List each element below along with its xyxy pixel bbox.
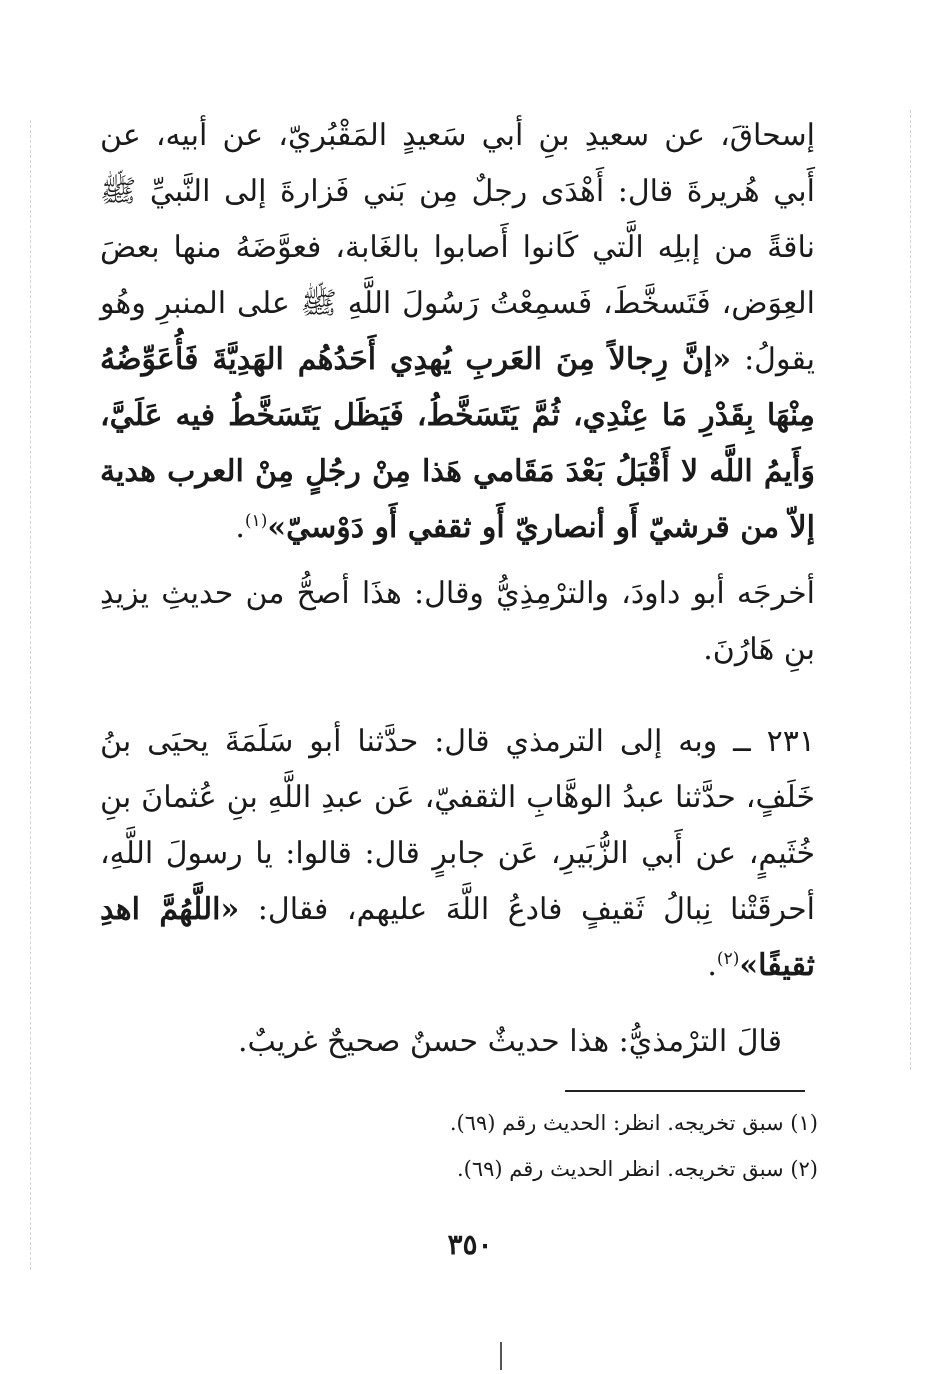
paragraph-tirmidhi-grading: قالَ الترْمذيُّ: هذا حديثٌ حسنٌ صحيحٌ غريبٌ. <box>238 1024 782 1059</box>
sentence-end: . <box>707 948 717 983</box>
footnotes <box>300 1100 818 1192</box>
scan-edge-left <box>30 120 31 1270</box>
paragraph-hadith-230 <box>100 108 815 556</box>
paragraph-hadith-231 <box>100 714 815 994</box>
paragraph-takhrij: أخرجَه أبو داودَ، والترْمِذِيُّ وقال: هذَا أصحُّ من حديثِ يزيدِ بنِ هَارُنَ. <box>100 576 815 667</box>
scan-edge-right <box>910 110 911 1070</box>
paragraph-plain-text: إسحاقَ، عن سعيدِ بنِ أبي سَعيدٍ المَقْبُريّ، عن أبيه، عن أَبي هُريرةَ قال: أَهْدَى رجلٌ مِن بَني فَزارةَ إلى النَّبيِّ ﷺ ناقةً من إبلِه الَّتي كَانوا أَصابوا بالغَابة، فعوَّضَهُ منها بعضَ العِوَض، فَتَسخَّطَ، فَسمِعْتُ رَسُولَ اللَّهِ ﷺ على المنبرِ وهُو يقولُ: <box>100 118 815 377</box>
prophet-quote: «اللَّهُمَّ اهدِ ثقيفًا» <box>100 892 815 983</box>
footnote-ref-2: (٢) <box>716 949 740 969</box>
footnote-ref-1: (١) <box>244 511 268 531</box>
sentence-end: . <box>235 510 245 545</box>
footnote-2: (٢) سبق تخريجه. انظر الحديث رقم (٦٩). <box>456 1157 818 1181</box>
paragraph-plain-text: ٢٣١ ــ وبه إلى الترمذي قال: حدَّثنا أبو سَلَمَةَ يحيَى بنُ خَلَفٍ، حدَّثنا عبدُ الوهَّابِ الثقفيّ، عَن عبدِ اللَّهِ بنِ عُثمانَ بنِ خُثَيمٍ، عن أَبي الزُّبَيرِ، عَن جابرٍ قال: قالوا: يا رسولَ اللَّهِ، أحرقَتْنا نِبالُ ثَقيفٍ فادعُ اللَّهَ عليهم، فقال: <box>100 724 815 927</box>
page-number: ٣٥٠ <box>447 1228 493 1261</box>
footnote-1: (١) سبق تخريجه. انظر: الحديث رقم (٦٩). <box>449 1111 818 1135</box>
footnote-separator <box>565 1090 805 1092</box>
prophet-quote: «إنَّ رِجالاً مِنَ العَربِ يُهدِي أَحَدُهُم الهَدِيَّةَ فَأُعَوِّضُهُ مِنْهَا بِقَدْرِ مَا عِنْدِي، ثُمَّ يَتَسَخَّطُ، فَيَظَل يَتَسَخَّطُ فيه عَلَيَّ، وَأَيمُ اللَّه لا أَقْبَلُ بَعْدَ مَقَامي هَذا مِنْ رجُلٍ مِنْ العرب هدية إلاّ من قرشيّ أَو أنصاريّ أَو ثقفي أَو دَوْسيّ» <box>100 342 815 545</box>
scan-mark <box>500 1342 502 1370</box>
